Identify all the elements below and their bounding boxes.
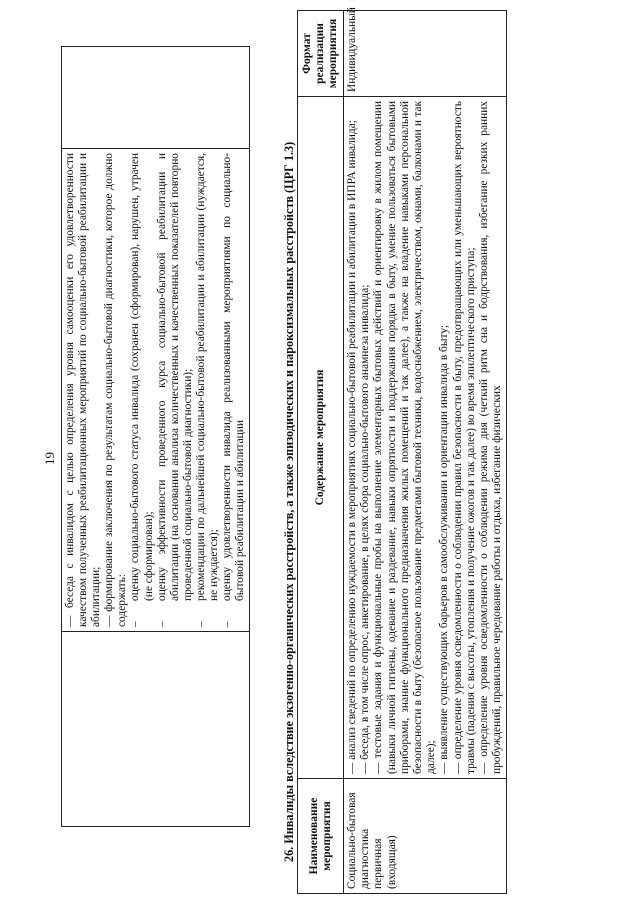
- list-item: — анализ сведений по определению нуждаемости в мероприятиях социально-бытовой реабилитации и абилитации в ИПРА инвалида;: [346, 120, 358, 774]
- table-cell-empty: [62, 47, 250, 149]
- list-item: [129, 153, 155, 627]
- column-header-content: Содержание мероприятия: [298, 97, 344, 779]
- measure-content: [344, 97, 507, 779]
- measure-format: Индивидуальный: [344, 11, 507, 97]
- list-item: — выявление существующих барьеров в самообслуживании и ориентации инвалида в быту;: [438, 324, 451, 774]
- page-number: 19: [42, 452, 57, 465]
- dash-icon: –: [221, 621, 234, 627]
- list-item: [195, 153, 221, 627]
- table-cell-empty: [62, 632, 250, 827]
- bullet-text: рекомендации по дальнейшей социально-бытовой реабилитации и абилитации (нуждается, не нуждается);: [194, 153, 221, 601]
- bullet-text: оценку социально-бытового статуса инвалида (сохранен (сформирован), нарушен, утрачен (не сформирован);: [129, 153, 155, 601]
- column-header-format: Формат реализации мероприятия: [298, 11, 344, 97]
- bullet-text: оценку удовлетворенности инвалида реализованными мероприятиями по социально-бытовой реабилитации и абилитации: [221, 153, 247, 601]
- list-item: — беседа с инвалидом с целью определения уровня самооценки его удовлетворенности качеством полученных реабилитационных мероприятий по социально-бытовой реабилитации и абилитации;: [64, 153, 103, 627]
- list-item: [156, 153, 195, 627]
- measure-name-line: Социально-бытовая: [346, 792, 358, 889]
- measures-table: [297, 7, 507, 894]
- measure-name: [344, 779, 507, 894]
- bullet-text: оценку эффективности проведенного курса социально-бытовой реабилитации и абилитации (на основании анализа количественных и качественных показателей повторно проведенной социально-бытовой диагностики);: [155, 153, 194, 601]
- measure-name-line: (входящая): [385, 835, 398, 889]
- dash-icon: –: [155, 621, 168, 627]
- list-item: — определение уровня осведомленности о соблюдении режима дня (четкий ритм сна и бодрствования, избегание резких ранних пробуждений, правильное чередование работы и отдыха, избегание физических: [478, 101, 504, 774]
- list-item: — тестовые задания и функциональные пробы на выполнение элементарных бытовых действий и ориентировку в жилом помещении (навыки личной гигиены, одевание и раздевание, навыки опрятности и поддержания порядка в быту, умение пользоваться бытовыми приборами, знание функционального предназначения жилых помещений и так далее), а также на владение навыками персональной безопасности в быту (безопасное пользование предметами бытовой техники, водоснабжением, электричеством, окнами, балконами и так далее);: [372, 101, 438, 774]
- table-header-row: [298, 11, 344, 894]
- section-heading: 26. Инвалиды вследствие экзогенно-органических расстройств, а также эпизодических и пароксизмальных расстройств (ЦРГ 1.3): [282, 141, 296, 862]
- dash-icon: –: [129, 621, 142, 627]
- column-header-name: Наименование мероприятия: [298, 779, 344, 894]
- table-row: [344, 11, 507, 894]
- continuation-table: [61, 46, 250, 827]
- dash-icon: –: [194, 621, 207, 627]
- table-cell-content: [62, 149, 250, 632]
- list-item: — беседа, в том числе опрос, анкетирование, в целях сбора социально-бытового анамнеза инвалида;: [359, 284, 372, 774]
- list-item: — определение уровня осведомленности о соблюдении правил безопасности в быту, предотвращающих или уменьшающих вероятность травмы (падения с высоты, утопления и получение ожогов и так далее) во время эпилептического приступа;: [451, 101, 477, 774]
- table-row: [62, 47, 250, 827]
- measure-name-line: диагностика: [359, 828, 372, 889]
- measure-name-line: первичная: [372, 838, 385, 889]
- list-item: — формирование заключения по результатам социально-бытовой диагностики, которое должно содержать:: [103, 153, 129, 627]
- list-item: [221, 153, 247, 627]
